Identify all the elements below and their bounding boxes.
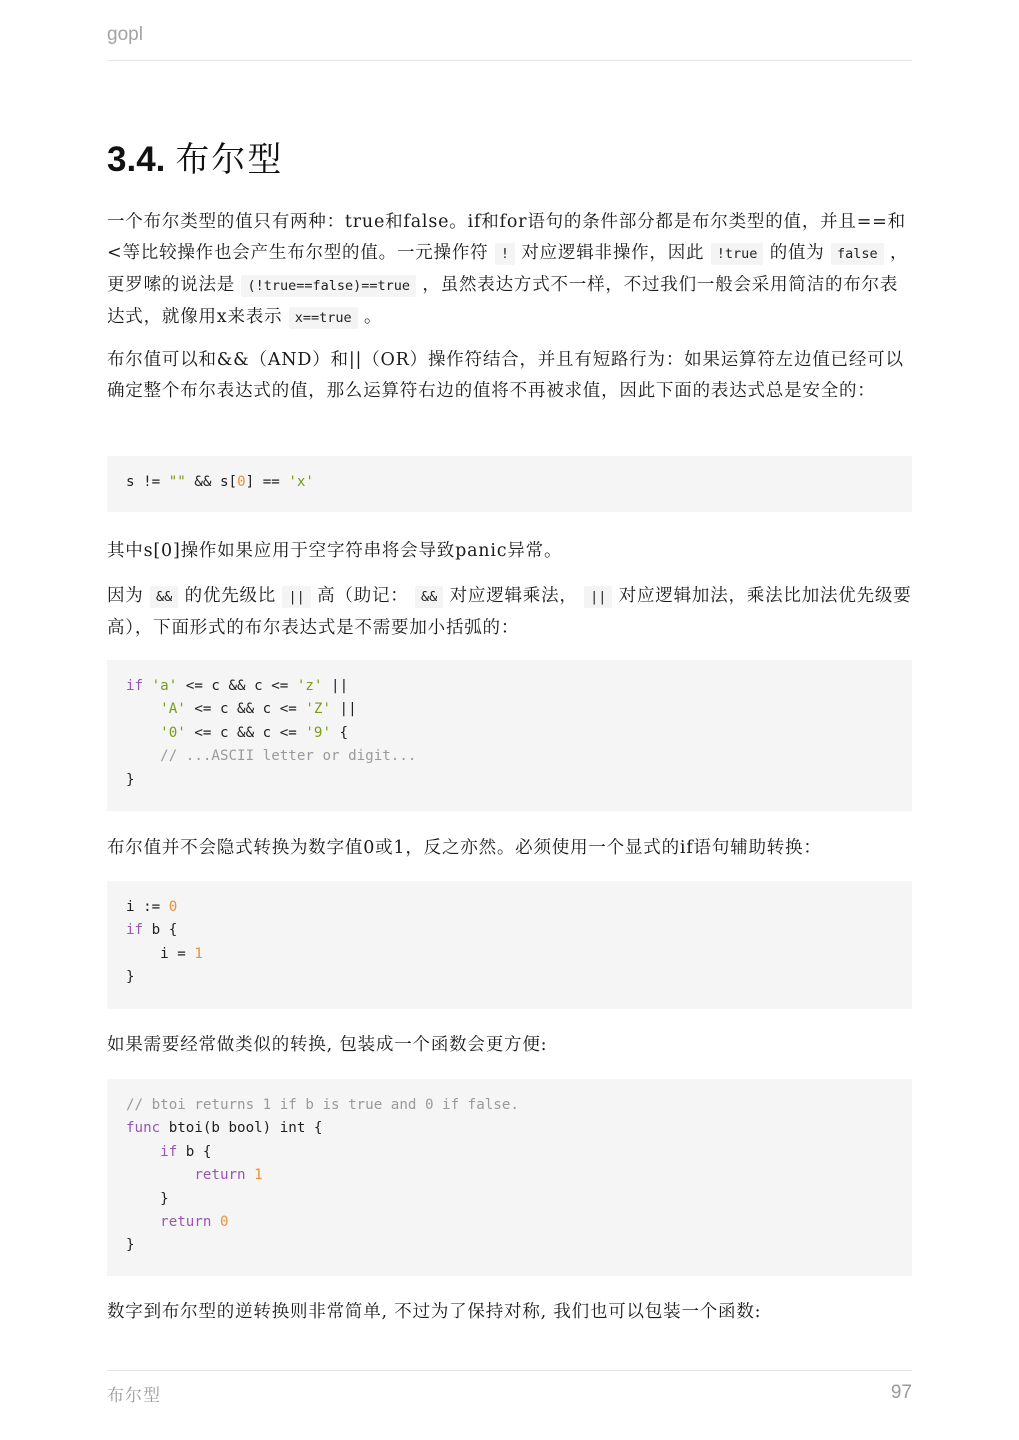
footer-chapter-title: 布尔型 (107, 1386, 161, 1406)
header-divider (107, 60, 912, 61)
inline-code: && (150, 586, 178, 608)
code-block-bool-to-int: i := 0 if b { i = 1 } (107, 881, 912, 1009)
inline-code: (!true==false)==true (241, 275, 416, 297)
code-block-ascii-check: if 'a' <= c && c <= 'z' || 'A' <= c && c <= 'Z' || '0' <= c && c <= '9' { // ...ASCII letter or digit... } (107, 660, 912, 811)
code-block-btoi: // btoi returns 1 if b is true and 0 if false. func btoi(b bool) int { if b { return 1 } return 0 } (107, 1079, 912, 1276)
paragraph-short-circuit: 布尔值可以和&&（AND）和||（OR）操作符结合，并且有短路行为：如果运算符左边值已经可以确定整个布尔表达式的值，那么运算符右边的值将不再被求值，因此下面的表达式总是安全的： (107, 350, 904, 401)
inline-code: || (584, 586, 612, 608)
paragraph-precedence: 因为 && 的优先级比 || 高（助记： && 对应逻辑乘法， || 对应逻辑加法，乘法比加法优先级要高），下面形式的布尔表达式是不需要加小括弧的： (107, 586, 912, 638)
book-title: gopl (107, 24, 143, 45)
section-title (107, 132, 283, 181)
section-number: 3.4. (107, 140, 166, 179)
paragraph-reverse-conversion: 数字到布尔型的逆转换则非常简单, 不过为了保持对称, 我们也可以包装一个函数: (107, 1302, 762, 1322)
section-title-text: 布尔型 (175, 140, 284, 180)
inline-code: ! (495, 243, 515, 265)
inline-code: false (831, 243, 884, 265)
paragraph-panic-note: 其中s[0]操作如果应用于空字符串将会导致panic异常。 (107, 541, 563, 561)
page-number: 97 (890, 1382, 912, 1403)
paragraph-boolean-values: 一个布尔类型的值只有两种：true和false。if和for语句的条件部分都是布尔类型的值，并且==和<等比较操作也会产生布尔型的值。一元操作符 ! 对应逻辑非操作，因此 !true 的值为 false ，更罗嗦的说法是 (!true==false)==true ，虽然表达方式不一样，不过我们一般会采用简洁的布尔表达式，就像用x来表示 x==true 。 (107, 212, 909, 327)
paragraph-wrap-function: 如果需要经常做类似的转换, 包装成一个函数会更方便: (107, 1035, 548, 1055)
paragraph-no-implicit-conversion: 布尔值并不会隐式转换为数字值0或1，反之亦然。必须使用一个显式的if语句辅助转换： (107, 838, 822, 858)
inline-code: x==true (289, 307, 358, 329)
inline-code: && (415, 586, 443, 608)
inline-code: || (282, 586, 310, 608)
footer-divider (107, 1370, 912, 1371)
inline-code: !true (711, 243, 764, 265)
code-block-string-check: s != "" && s[0] == 'x' (107, 456, 912, 512)
